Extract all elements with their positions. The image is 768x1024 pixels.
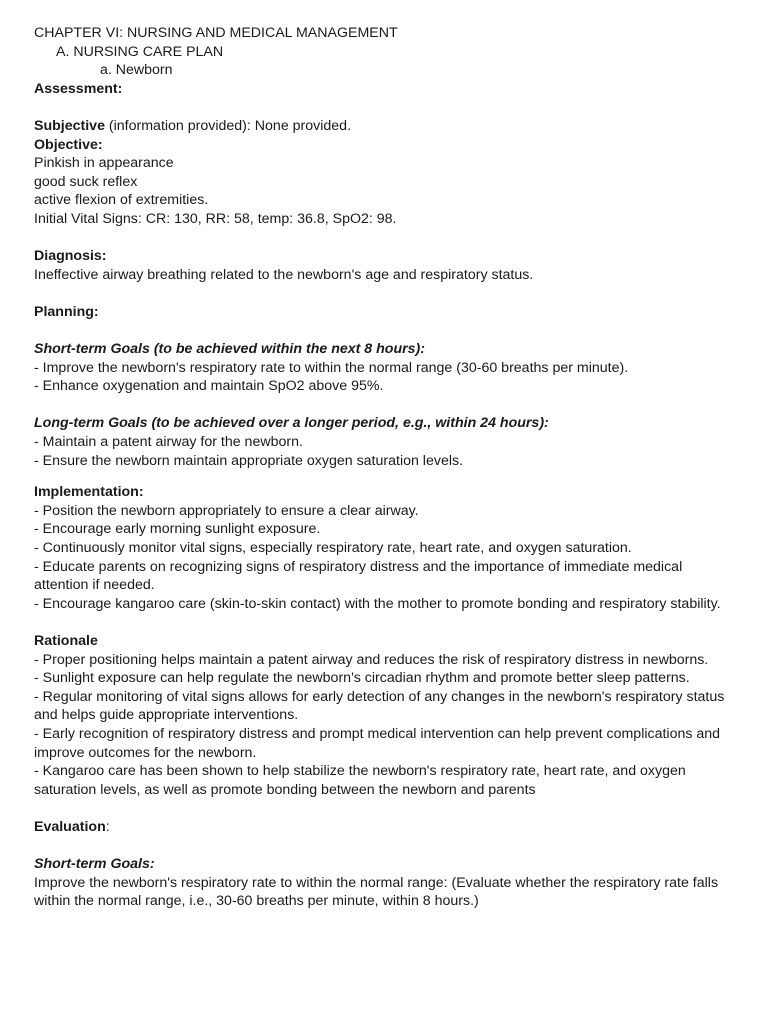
assessment-heading: Assessment: bbox=[34, 80, 123, 97]
planning-short-term-item: - Improve the newborn's respiratory rate to within the normal range (30-60 breaths per minute). bbox=[34, 359, 629, 376]
implementation-item: - Educate parents on recognizing signs of respiratory distress and the importance of immediate medical attention if needed. bbox=[34, 558, 683, 594]
rationale-item: - Regular monitoring of vital signs allows for early detection of any changes in the newborn's respiratory status and helps guide appropriate interventions. bbox=[34, 688, 725, 724]
implementation-item: - Continuously monitor vital signs, especially respiratory rate, heart rate, and oxygen saturation. bbox=[34, 540, 632, 557]
evaluation-heading: Evaluation bbox=[34, 818, 106, 835]
subjective-label: Subjective bbox=[34, 117, 105, 134]
objective-item: Pinkish in appearance bbox=[34, 155, 174, 172]
planning-short-term-heading: Short-term Goals (to be achieved within the next 8 hours): bbox=[34, 341, 425, 358]
rationale-item: - Proper positioning helps maintain a patent airway and reduces the risk of respiratory distress in newborns. bbox=[34, 651, 709, 668]
objective-item: active flexion of extremities. bbox=[34, 192, 209, 209]
evaluation-short-term-text: Improve the newborn's respiratory rate to within the normal range: (Evaluate whether the respiratory rate falls within the normal range, i.e., 30-60 breaths per minute, within 8 hours.) bbox=[34, 874, 719, 910]
objective-heading: Objective: bbox=[34, 136, 103, 153]
rationale-heading: Rationale bbox=[34, 633, 98, 649]
rationale-item: - Early recognition of respiratory distress and prompt medical intervention can help prevent complications and improve outcomes for the newborn. bbox=[34, 725, 721, 761]
rationale-item: - Sunlight exposure can help regulate the newborn's circadian rhythm and promote better sleep patterns. bbox=[34, 670, 690, 687]
chapter-title: CHAPTER VI: NURSING AND MEDICAL MANAGEMENT bbox=[34, 25, 398, 41]
subjective-text: (information provided): None provided. bbox=[104, 117, 352, 134]
implementation-item: - Encourage early morning sunlight exposure. bbox=[34, 521, 321, 538]
evaluation-short-term-heading: Short-term Goals: bbox=[34, 856, 155, 873]
planning-long-term-item: - Ensure the newborn maintain appropriate oxygen saturation levels. bbox=[34, 452, 464, 469]
subsection-title: a. Newborn bbox=[100, 62, 173, 79]
rationale-item: - Kangaroo care has been shown to help stabilize the newborn's respiratory rate, heart rate, and oxygen saturation levels, as well as promote bonding between the newborn and parents bbox=[34, 763, 686, 798]
evaluation-heading-line bbox=[34, 818, 738, 837]
diagnosis-text: Ineffective airway breathing related to the newborn's age and respiratory status. bbox=[34, 266, 534, 283]
implementation-heading: Implementation: bbox=[34, 484, 144, 501]
evaluation-colon: : bbox=[105, 818, 110, 835]
subjective-line bbox=[34, 117, 738, 136]
implementation-item: - Position the newborn appropriately to ensure a clear airway. bbox=[34, 502, 419, 519]
diagnosis-heading: Diagnosis: bbox=[34, 248, 107, 265]
planning-long-term-heading: Long-term Goals (to be achieved over a longer period, e.g., within 24 hours): bbox=[34, 415, 549, 432]
section-title: A. NURSING CARE PLAN bbox=[56, 43, 224, 60]
implementation-item: - Encourage kangaroo care (skin-to-skin contact) with the mother to promote bonding and respiratory stability. bbox=[34, 595, 721, 612]
planning-short-term-item: - Enhance oxygenation and maintain SpO2 above 95%. bbox=[34, 378, 384, 395]
planning-long-term-item: - Maintain a patent airway for the newborn. bbox=[34, 434, 303, 451]
objective-item: good suck reflex bbox=[34, 173, 138, 190]
vital-signs: Initial Vital Signs: CR: 130, RR: 58, temp: 36.8, SpO2: 98. bbox=[34, 210, 397, 227]
planning-heading: Planning: bbox=[34, 303, 99, 320]
